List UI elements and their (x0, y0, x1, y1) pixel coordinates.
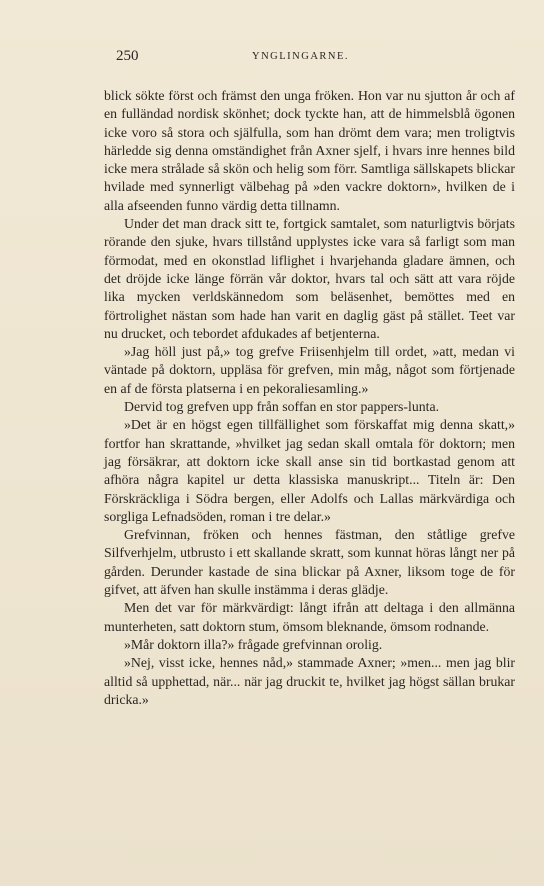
body-text (104, 87, 515, 709)
paragraph: »Nej, visst icke, hennes nåd,» stammade Axner; »men... men jag blir alltid så upphettad, när... när jag druckit te, hvilket jag högst sällan brukar dricka.» (104, 655, 515, 707)
paragraph: »Mår doktorn illa?» frågade grefvinnan orolig. (124, 636, 383, 652)
page-number: 250 (116, 48, 139, 64)
paragraph: »Det är en högst egen tillfällighet som förskaffat mig denna skatt,» fortfor han skrattande, »hvilket jag sedan skall omtala för doktorn; men jag försäkrar, att doktorn icke skall anse sin tid bortkastad genom att afhöra några kapitel ur detta klassiska manuskript... Titeln är: Den Förskräckliga i Södra bergen, eller Adolfs och Lallas märkvärdiga och sorgliga Lefnadsöden, roman i tre delar.» (104, 417, 515, 524)
paragraph: »Jag höll just på,» tog grefve Friisenhjelm till ordet, »att, medan vi väntade på doktorn, uppläsa för grefven, min måg, något som förtjenade en af de första platserna i en pekoraliesamling.» (104, 344, 515, 396)
running-title: YNGLINGARNE. (252, 51, 350, 62)
page-header (104, 48, 488, 68)
paragraph: Under det man drack sitt te, fortgick samtalet, som naturligtvis börjats rörande den sjuke, hvars tillstånd upplystes icke vara så farligt som man förmodat, med en okonstlad liflighet i hvarjehanda gladare ämnen, och det dröjde icke länge förrän vår doktor, hvars tal och sätt att vara röjde lika mycken verldskännedom som beläsenhet, bemöttes med en förtrolighet nästan som hade han varit en daglig gäst på stället. Teet var nu drucket, och tebordet afdukades af betjenterna. (104, 216, 515, 341)
paragraph: Dervid tog grefven upp från soffan en stor pappers-lunta. (124, 399, 440, 415)
paragraph: blick sökte först och främst den unga fröken. Hon var nu sjutton år och af en fulländad nordisk skönhet; dock tyckte han, att de himmelsblå ögonen icke voro så stora och själfulla, som han drömt dem vara; men troligtvis härledde sig denna omständighet från Axner sjelf, i hvars inre hennes bild icke mera strålade så skön och helig som förr. Samtliga sällskapets blickar hvilade med synnerligt välbehag på »den vackre doktorn», hvilken de i alla afseenden funno värdig detta tillnamn. (104, 88, 515, 213)
paragraph: Men det var för märkvärdigt: långt ifrån att deltaga i den allmänna munterheten, satt doktorn stum, ömsom bleknande, ömsom rodnande. (104, 600, 515, 634)
paragraph: Grefvinnan, fröken och hennes fästman, den ståtlige grefve Silfverhjelm, utbrusto i ett skallande skratt, som kunnat höras långt ner på gården. Derunder kastade de sina blickar på Axner, liksom toge de för gifvet, att äfven han skulle instämma i deras glädje. (104, 527, 515, 598)
